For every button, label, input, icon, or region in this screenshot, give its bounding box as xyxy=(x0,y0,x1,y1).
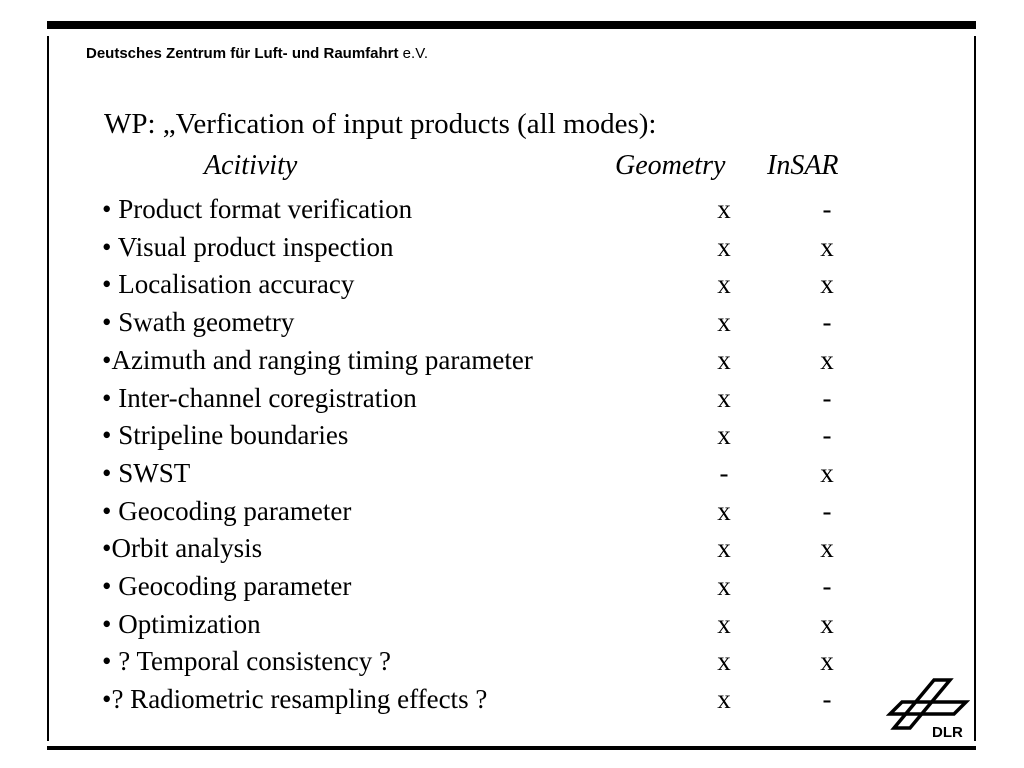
activity-cell: •Azimuth and ranging timing parameter xyxy=(102,344,533,375)
geometry-cell: x xyxy=(717,231,731,262)
insar-cell: x xyxy=(820,269,834,300)
geometry-cell: x xyxy=(717,269,731,300)
geometry-cell: - xyxy=(719,457,729,488)
dlr-logo-text: DLR xyxy=(932,724,963,740)
activity-cell: • Swath geometry xyxy=(102,307,295,338)
geometry-cell: x xyxy=(717,307,731,338)
organization-name-bold: Deutsches Zentrum für Luft- und Raumfahrt xyxy=(86,45,399,62)
top-rule xyxy=(47,21,976,29)
insar-cell: x xyxy=(820,608,834,639)
activity-cell: • SWST xyxy=(102,457,191,488)
column-header-activity: Acitivity xyxy=(204,150,298,181)
insar-cell: x xyxy=(820,533,834,564)
insar-cell: - xyxy=(822,307,832,338)
geometry-cell: x xyxy=(717,495,731,526)
table-row xyxy=(0,571,1024,609)
insar-cell: x xyxy=(820,646,834,677)
bottom-rule xyxy=(47,746,976,750)
insar-cell: - xyxy=(822,495,832,526)
organization-name-suffix: e.V. xyxy=(398,45,428,62)
table-row xyxy=(0,194,1024,232)
column-header-geometry: Geometry xyxy=(615,150,726,181)
geometry-cell: x xyxy=(717,194,731,224)
activity-cell: • Geocoding parameter xyxy=(102,495,352,526)
slide-title: WP: „Verfication of input products (all modes): xyxy=(104,108,657,140)
geometry-cell: x xyxy=(717,646,731,677)
insar-cell: x xyxy=(820,344,834,375)
table-row xyxy=(0,307,1024,345)
activity-cell: •? Radiometric resampling effects ? xyxy=(102,684,488,715)
table-row xyxy=(0,609,1024,647)
geometry-cell: x xyxy=(717,684,731,715)
dlr-logo-icon xyxy=(886,678,970,740)
geometry-cell: x xyxy=(717,382,731,413)
activity-cell: • Localisation accuracy xyxy=(102,269,355,300)
geometry-cell: x xyxy=(717,344,731,375)
activity-cell: • Visual product inspection xyxy=(102,231,394,262)
geometry-cell: x xyxy=(717,571,731,601)
activity-cell: • Product format verification xyxy=(102,194,413,224)
activity-cell: • Geocoding parameter xyxy=(102,571,352,601)
activity-cell: • Optimization xyxy=(102,608,261,639)
table-row xyxy=(0,345,1024,383)
activity-cell: •Orbit analysis xyxy=(102,533,263,564)
organization-name xyxy=(86,45,428,62)
geometry-cell: x xyxy=(717,420,731,451)
insar-cell: x xyxy=(820,231,834,262)
column-header-insar: InSAR xyxy=(767,150,839,181)
table-row xyxy=(0,684,1024,722)
geometry-cell: x xyxy=(717,533,731,564)
table-row xyxy=(0,269,1024,307)
table-row xyxy=(0,646,1024,684)
activity-cell: • Stripeline boundaries xyxy=(102,420,349,451)
table-row xyxy=(0,420,1024,458)
insar-cell: - xyxy=(822,571,832,601)
insar-cell: x xyxy=(820,457,834,488)
table-row xyxy=(0,383,1024,421)
table-row xyxy=(0,232,1024,270)
activity-cell: • ? Temporal consistency ? xyxy=(102,646,391,677)
table-row xyxy=(0,533,1024,571)
insar-cell: - xyxy=(822,420,832,451)
table-row xyxy=(0,458,1024,496)
geometry-cell: x xyxy=(717,608,731,639)
table-row xyxy=(0,496,1024,534)
insar-cell: - xyxy=(822,194,832,224)
insar-cell: - xyxy=(822,382,832,413)
activity-cell: • Inter-channel coregistration xyxy=(102,382,417,413)
insar-cell: - xyxy=(822,684,832,715)
